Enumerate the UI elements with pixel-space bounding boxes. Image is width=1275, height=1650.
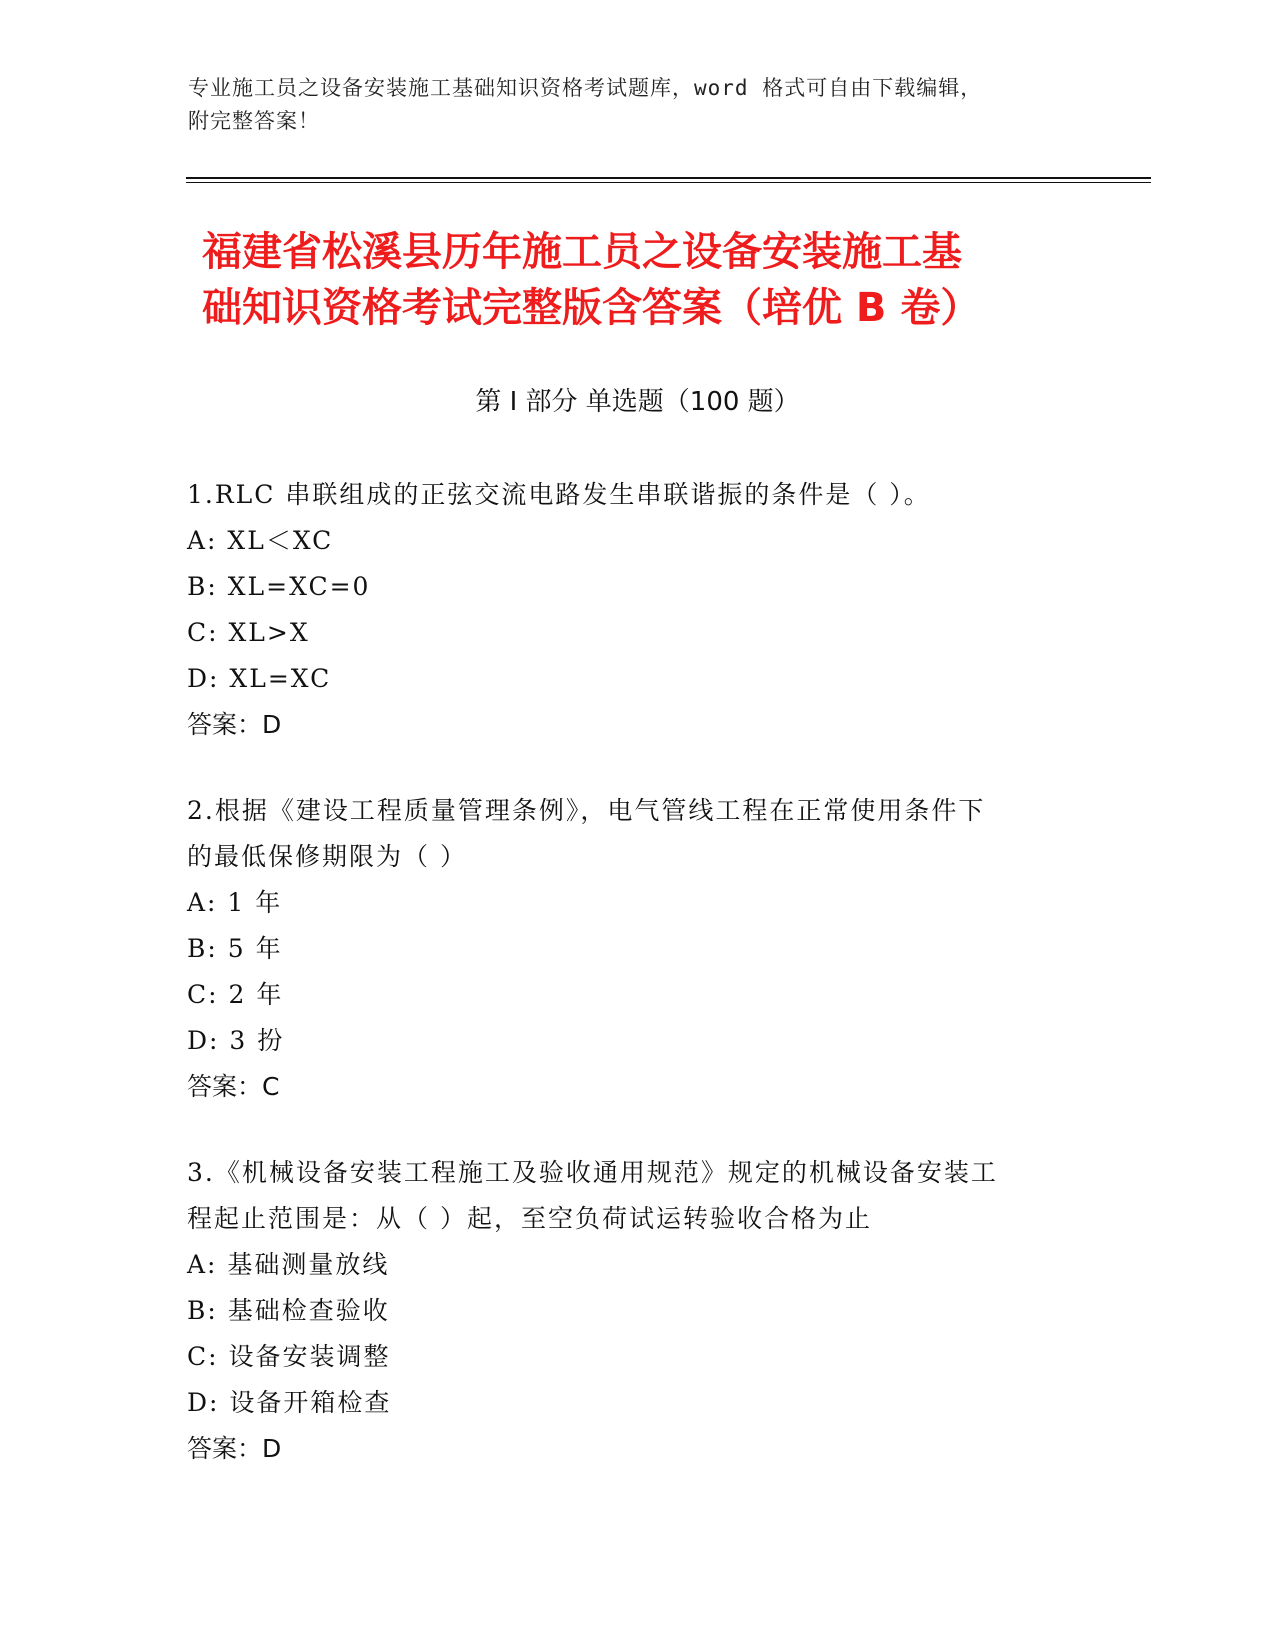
question-item	[187, 788, 1087, 1110]
option-b: B: 基础检查验收	[187, 1296, 390, 1325]
question-list	[187, 472, 1087, 1512]
option-a: A: 1 年	[187, 888, 283, 917]
option-d: D: 设备开箱检查	[187, 1388, 392, 1417]
title-line: 础知识资格考试完整版含答案（培优 B 卷）	[202, 285, 981, 331]
section-heading: 第 I 部分 单选题（100 题）	[475, 387, 800, 417]
question-stem: 的最低保修期限为（ ）	[187, 842, 467, 871]
option-d: D: 3 扮	[187, 1026, 285, 1055]
question-stem: 程起止范围是：从（ ）起，至空负荷试运转验收合格为止	[187, 1204, 872, 1233]
question-item	[187, 1150, 1087, 1472]
option-d: D: XL=XC	[187, 664, 332, 693]
document-title	[202, 224, 1102, 336]
question-stem: 3.《机械设备安装工程施工及验收通用规范》规定的机械设备安装工	[187, 1158, 998, 1187]
question-stem: 1.RLC 串联组成的正弦交流电路发生串联谐振的条件是（ ）。	[187, 480, 931, 509]
header-divider-thin	[186, 182, 1151, 183]
option-b: B: XL=XC=0	[187, 572, 371, 601]
option-a: A: XL＜XC	[187, 526, 334, 555]
header-note-line: 专业施工员之设备安装施工基础知识资格考试题库，word 格式可自由下载编辑，	[188, 76, 983, 100]
answer-label: 答案：C	[187, 1072, 280, 1101]
header-divider-thick	[186, 177, 1151, 179]
question-stem: 2.根据《建设工程质量管理条例》，电气管线工程在正常使用条件下	[187, 796, 986, 825]
option-c: C: 设备安装调整	[187, 1342, 391, 1371]
option-c: C: XL>X	[187, 618, 310, 647]
header-note	[188, 72, 1088, 138]
answer-label: 答案：D	[187, 710, 282, 739]
question-item	[187, 472, 1087, 748]
header-note-line: 附完整答案！	[188, 109, 320, 133]
title-line: 福建省松溪县历年施工员之设备安装施工基	[202, 229, 962, 275]
option-c: C: 2 年	[187, 980, 284, 1009]
option-a: A: 基础测量放线	[187, 1250, 390, 1279]
answer-label: 答案：D	[187, 1434, 282, 1463]
option-b: B: 5 年	[187, 934, 283, 963]
